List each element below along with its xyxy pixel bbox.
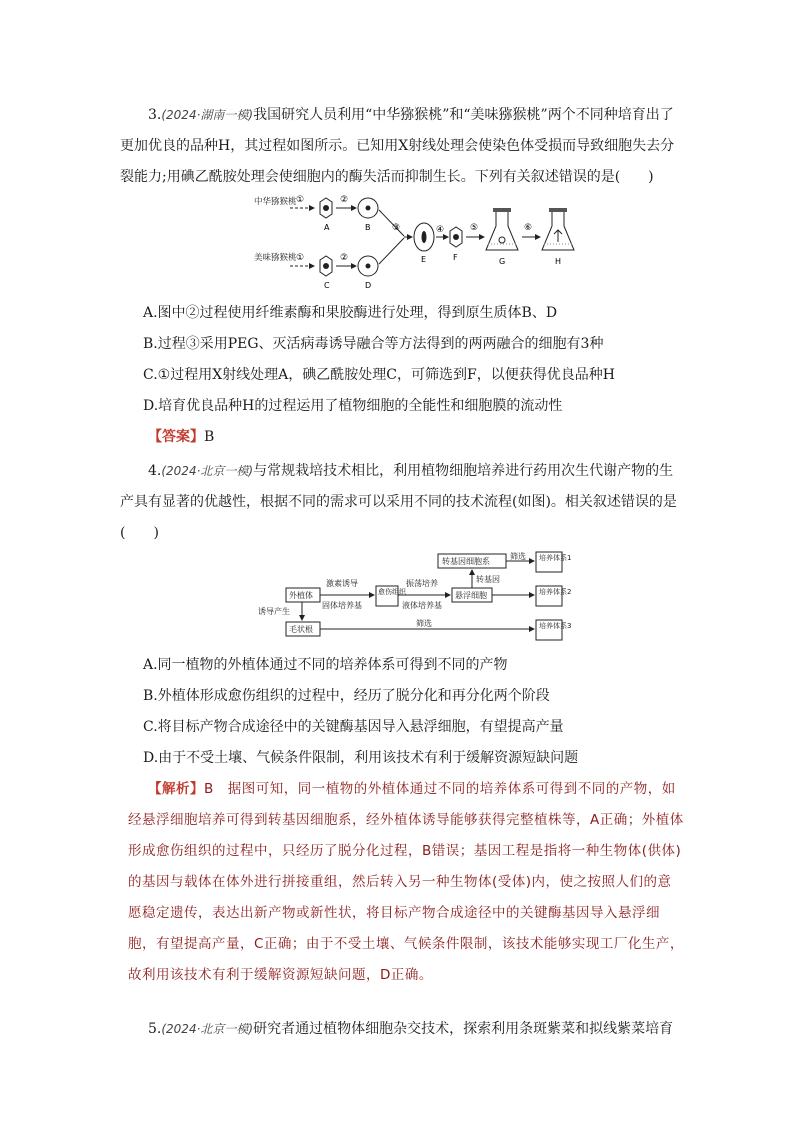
svg-text:固体培养基: 固体培养基 <box>322 601 362 610</box>
step-2-top: ② <box>340 195 349 205</box>
svg-text:培养体系1: 培养体系1 <box>539 554 572 562</box>
svg-text:诱导产生: 诱导产生 <box>258 607 290 616</box>
step-2-bottom: ② <box>340 253 349 263</box>
question-3-figure <box>252 190 692 298</box>
step-6: ⑥ <box>524 223 533 233</box>
step-5: ⑤ <box>470 223 479 233</box>
label-meiwei: 美味猕猴桃 <box>254 253 297 263</box>
flask-G <box>486 212 518 250</box>
q4-analysis: 【解析】B 据图可知，同一植物的外植体通过不同的培养体系可得到不同的产物，如经悬浮细胞培养可得到转基因细胞系，经外植体诱导能够获得完整植株等，A正确；外植体形成愈伤组织的过程中，只经历了脱分化过程，B错误；基因工程是指将一种生物体(供体)的基因与载体在体外进行拼接重组，然后转入另一种生物体(受体)内，使之按照人们的意愿稳定遗传，表达出新产物或新性状，将目标产物合成途径中的关键酶基因导入悬浮细胞，有望提高产量，C正确；由于不受土壤、气候条件限制，该技术能够实现工厂化生产，故利用该技术有利于缓解资源短缺问题，D正确。 <box>128 781 684 983</box>
question-4-stem: 4.(2024·北京一模)与常规栽培技术相比，利用植物细胞培养进行药用次生代谢产物的生产具有显著的优越性，根据不同的需求可以采用不同的技术流程(如图)。相关叙述错误的是( ) <box>120 463 677 541</box>
q4-option-d: D.由于不受土壤、气候条件限制，利用该技术有利于缓解资源短缺问题 <box>143 750 579 766</box>
svg-text:H: H <box>555 257 562 266</box>
q4-option-a: A.同一植物的外植体通过不同的培养体系可得到不同的产物 <box>143 657 508 673</box>
svg-text:D: D <box>365 281 372 290</box>
svg-text:外植体: 外植体 <box>289 591 313 600</box>
svg-text:A: A <box>324 223 330 232</box>
svg-text:转基因细胞系: 转基因细胞系 <box>442 557 490 566</box>
svg-text:振荡培养: 振荡培养 <box>406 579 438 588</box>
svg-text:培养体系2: 培养体系2 <box>539 588 572 596</box>
svg-text:筛选: 筛选 <box>416 619 432 628</box>
q3-answer: 【答案】B <box>148 429 215 445</box>
step-3: ③ <box>392 223 401 233</box>
svg-text:毛状根: 毛状根 <box>289 625 313 634</box>
svg-text:悬浮细胞: 悬浮细胞 <box>455 591 487 600</box>
q3-option-b: B.过程③采用PEG、灭活病毒诱导融合等方法得到的两两融合的细胞有3种 <box>143 336 604 352</box>
svg-text:转基因: 转基因 <box>476 575 500 584</box>
svg-text:激素诱导: 激素诱导 <box>326 579 358 588</box>
svg-text:培养体系3: 培养体系3 <box>539 622 572 630</box>
question-3-stem: 3.(2024·湖南一模)我国研究人员利用“中华猕猴桃”和“美味猕猴桃”两个不同种培育出了更加优良的品种H，其过程如图所示。已知用X射线处理会使染色体受损而导致细胞失去分裂能力;用碘乙酰胺处理会使细胞内的酶失活而抑制生长。下列有关叙述错误的是( ) <box>120 107 675 185</box>
step-1-top: ① <box>296 195 305 205</box>
q3-option-d: D.培育优良品种H的过程运用了植物细胞的全能性和细胞膜的流动性 <box>143 398 563 414</box>
q4-option-c: C.将目标产物合成途径中的关键酶基因导入悬浮细胞，有望提高产量 <box>143 719 564 735</box>
svg-text:愈伤组织: 愈伤组织 <box>378 588 406 596</box>
step-4: ④ <box>436 225 445 235</box>
q3-option-c: C.①过程用X射线处理A，碘乙酰胺处理C，可筛选到F，以便获得优良品种H <box>143 367 615 383</box>
svg-text:液体培养基: 液体培养基 <box>402 601 442 610</box>
step-1-bottom: ① <box>296 253 305 263</box>
svg-text:E: E <box>421 255 427 264</box>
svg-text:筛选: 筛选 <box>510 552 526 561</box>
svg-text:C: C <box>324 281 330 290</box>
svg-text:B: B <box>365 223 371 232</box>
svg-text:F: F <box>453 253 458 262</box>
label-zhonghua: 中华猕猴桃 <box>254 197 297 207</box>
question-5-stem: 5.(2024·北京一模)研究者通过植物体细胞杂交技术，探索利用条斑紫菜和拟线紫菜培育 <box>148 1021 674 1037</box>
svg-text:G: G <box>499 257 506 266</box>
q3-option-a: A.图中②过程使用纤维素酶和果胶酶进行处理，得到原生质体B、D <box>143 305 558 321</box>
q4-option-b: B.外植体形成愈伤组织的过程中，经历了脱分化和再分化两个阶段 <box>143 688 550 704</box>
question-4-figure <box>256 548 572 640</box>
